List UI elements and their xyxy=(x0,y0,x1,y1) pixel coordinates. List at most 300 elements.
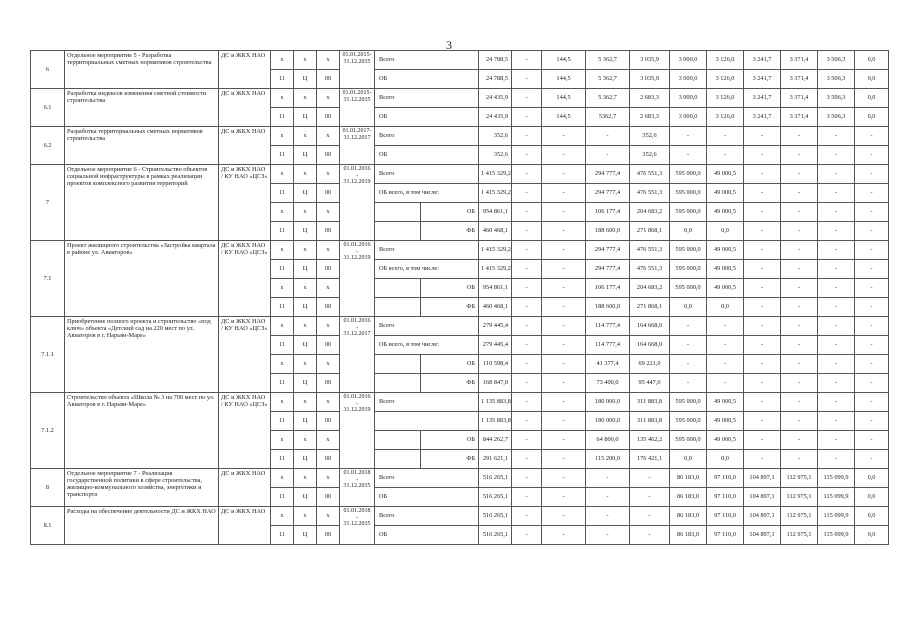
budget-code: 00 xyxy=(317,450,340,469)
amount-cell: - xyxy=(855,355,889,374)
source-blank xyxy=(375,431,421,450)
amount-cell: 294 777,4 xyxy=(586,165,630,184)
amount-cell: - xyxy=(542,298,586,317)
event-name: Отдельное мероприятие 7 - Реализация государственной политики в сфере строительства, жилищно-коммунального хозяйства, энергетики и транспорта xyxy=(65,469,219,507)
amount-cell: 188 600,0 xyxy=(586,222,630,241)
amount-cell: 144,5 xyxy=(542,51,586,70)
budget-code: 11 xyxy=(271,450,294,469)
amount-cell: 0,0 xyxy=(855,108,889,127)
amount-cell: 0,0 xyxy=(855,488,889,507)
event-name: Отдельное мероприятие 6 - Строительство объектов социальной инфраструктуры в рамках реализации проектов комплексного развития территорий xyxy=(65,165,219,241)
amount-cell: - xyxy=(781,355,818,374)
amount-cell: 112 975,1 xyxy=(781,488,818,507)
budget-code: 11 xyxy=(271,70,294,89)
amount-cell: - xyxy=(512,336,542,355)
budget-code: х xyxy=(271,241,294,260)
amount-cell: 3 126,0 xyxy=(707,108,744,127)
event-name: Проект жилищного строительства «Застройка квартала в районе ул. Авиаторов» xyxy=(65,241,219,317)
amount-cell: 2 683,3 xyxy=(630,108,670,127)
budget-code: 00 xyxy=(317,412,340,431)
amount-cell: 115 200,0 xyxy=(586,450,630,469)
amount-cell: - xyxy=(512,412,542,431)
amount-cell: 595 000,0 xyxy=(670,184,707,203)
amount-cell: - xyxy=(744,241,781,260)
amount-cell: - xyxy=(542,279,586,298)
budget-code: х xyxy=(317,393,340,412)
amount-cell: - xyxy=(670,374,707,393)
amount-cell: - xyxy=(744,127,781,146)
amount-cell: - xyxy=(542,260,586,279)
amount-cell: - xyxy=(542,412,586,431)
amount-cell: 476 551,3 xyxy=(630,241,670,260)
amount-cell: - xyxy=(818,298,855,317)
amount-cell: 595 000,0 xyxy=(670,393,707,412)
amount-cell: 595 000,0 xyxy=(670,241,707,260)
amount-cell: 279 445,4 xyxy=(479,336,512,355)
source-blank xyxy=(375,298,421,317)
amount-cell: 0,0 xyxy=(855,89,889,108)
amount-cell: 5 362,7 xyxy=(586,89,630,108)
funding-source: Всего xyxy=(375,165,479,184)
amount-cell: - xyxy=(855,203,889,222)
amount-cell: - xyxy=(818,184,855,203)
amount-cell: - xyxy=(670,146,707,165)
amount-cell: 0,0 xyxy=(855,51,889,70)
amount-cell: 1 415 329,2 xyxy=(479,260,512,279)
amount-cell: 110 598,4 xyxy=(479,355,512,374)
executor: ДС и ЖКХ НАО xyxy=(219,469,271,507)
amount-cell: - xyxy=(542,222,586,241)
amount-cell: 595 000,0 xyxy=(670,279,707,298)
amount-cell: 204 683,2 xyxy=(630,203,670,222)
amount-cell: 516 265,1 xyxy=(479,507,512,526)
amount-cell: - xyxy=(512,203,542,222)
amount-cell: - xyxy=(670,127,707,146)
budget-code: х xyxy=(317,507,340,526)
budget-code: 00 xyxy=(317,336,340,355)
budget-code: х xyxy=(271,51,294,70)
amount-cell: - xyxy=(818,431,855,450)
amount-cell: - xyxy=(542,336,586,355)
amount-cell: 0,0 xyxy=(670,222,707,241)
period: 01.01.2016 - 31.12.2019 xyxy=(340,165,375,241)
budget-code: 11 xyxy=(271,298,294,317)
budget-code: х xyxy=(294,279,317,298)
funding-source: Всего xyxy=(375,51,479,70)
budget-code: х xyxy=(294,51,317,70)
amount-cell: 3 241,7 xyxy=(744,70,781,89)
budget-code: х xyxy=(294,317,317,336)
budget-code: х xyxy=(294,469,317,488)
amount-cell: - xyxy=(512,355,542,374)
amount-cell: 73 400,0 xyxy=(586,374,630,393)
budget-code: Ц xyxy=(294,260,317,279)
row-number: 8.1 xyxy=(31,507,65,545)
amount-cell: - xyxy=(818,355,855,374)
budget-code: 11 xyxy=(271,336,294,355)
executor: ДС и ЖКХ НАО xyxy=(219,507,271,545)
amount-cell: - xyxy=(670,355,707,374)
amount-cell: 86 183,0 xyxy=(670,526,707,545)
budget-code: х xyxy=(271,89,294,108)
amount-cell: - xyxy=(586,488,630,507)
amount-cell: 24 788,5 xyxy=(479,51,512,70)
amount-cell: - xyxy=(781,279,818,298)
amount-cell: 3 371,4 xyxy=(781,70,818,89)
event-name: Отдельное мероприятие 5 - Разработка территориальных сметных нормативов строительства xyxy=(65,51,219,89)
amount-cell: 3 126,0 xyxy=(707,51,744,70)
amount-cell: - xyxy=(818,317,855,336)
amount-cell: 3 241,7 xyxy=(744,89,781,108)
amount-cell: - xyxy=(744,146,781,165)
amount-cell: - xyxy=(781,241,818,260)
table-row xyxy=(31,127,889,146)
period: 01.01.2018 - 31.12.2035 xyxy=(340,507,375,545)
amount-cell: 5 362,7 xyxy=(586,70,630,89)
amount-cell: - xyxy=(542,127,586,146)
budget-code: х xyxy=(317,165,340,184)
amount-cell: 24 788,5 xyxy=(479,70,512,89)
row-number: 6.2 xyxy=(31,127,65,165)
amount-cell: 311 883,8 xyxy=(630,412,670,431)
budget-code: Ц xyxy=(294,488,317,507)
amount-cell: - xyxy=(855,317,889,336)
funding-source: ОБ всего, в том числе: xyxy=(375,336,479,355)
source-blank xyxy=(375,279,421,298)
amount-cell: - xyxy=(855,431,889,450)
budget-code: Ц xyxy=(294,222,317,241)
amount-cell: - xyxy=(744,431,781,450)
budget-code: 11 xyxy=(271,488,294,507)
budget-code: х xyxy=(294,507,317,526)
budget-code: 00 xyxy=(317,70,340,89)
amount-cell: - xyxy=(781,450,818,469)
amount-cell: - xyxy=(512,507,542,526)
amount-cell: - xyxy=(855,374,889,393)
amount-cell: 3 000,0 xyxy=(670,89,707,108)
amount-cell: - xyxy=(542,184,586,203)
budget-code: 00 xyxy=(317,526,340,545)
amount-cell: 1 415 329,2 xyxy=(479,165,512,184)
amount-cell: 112 975,1 xyxy=(781,526,818,545)
amount-cell: 0,0 xyxy=(670,298,707,317)
amount-cell: - xyxy=(781,393,818,412)
amount-cell: - xyxy=(744,203,781,222)
amount-cell: 49 000,5 xyxy=(707,431,744,450)
amount-cell: 69 221,0 xyxy=(630,355,670,374)
amount-cell: 24 435,9 xyxy=(479,108,512,127)
budget-code: 11 xyxy=(271,412,294,431)
amount-cell: - xyxy=(512,184,542,203)
amount-cell: 3 000,0 xyxy=(670,108,707,127)
budget-code: Ц xyxy=(294,146,317,165)
executor: ДС и ЖКХ НАО / КУ НАО «ЦСЗ» xyxy=(219,165,271,241)
budget-code: 11 xyxy=(271,108,294,127)
funding-source: ОБ xyxy=(421,431,479,450)
amount-cell: 86 183,0 xyxy=(670,469,707,488)
amount-cell: - xyxy=(781,203,818,222)
amount-cell: 97 110,0 xyxy=(707,488,744,507)
amount-cell: - xyxy=(744,393,781,412)
budget-code: 00 xyxy=(317,298,340,317)
page-number: 3 xyxy=(446,38,452,52)
funding-source: ФБ xyxy=(421,222,479,241)
amount-cell: 86 183,0 xyxy=(670,488,707,507)
budget-code: х xyxy=(317,127,340,146)
amount-cell: 97 110,0 xyxy=(707,469,744,488)
budget-code: х xyxy=(271,507,294,526)
amount-cell: - xyxy=(855,127,889,146)
amount-cell: 476 551,3 xyxy=(630,184,670,203)
period: 01.01.2016 - 31.12.2019 xyxy=(340,241,375,317)
amount-cell: - xyxy=(855,412,889,431)
budget-code: 00 xyxy=(317,222,340,241)
row-number: 8 xyxy=(31,469,65,507)
event-name: Разработка индексов изменения сметной стоимости строительства xyxy=(65,89,219,127)
budget-code: х xyxy=(271,317,294,336)
amount-cell: - xyxy=(542,317,586,336)
amount-cell: 3 371,4 xyxy=(781,89,818,108)
amount-cell: 1 415 329,2 xyxy=(479,184,512,203)
amount-cell: 95 447,0 xyxy=(630,374,670,393)
amount-cell: 516 265,1 xyxy=(479,488,512,507)
source-blank xyxy=(375,355,421,374)
amount-cell: - xyxy=(781,298,818,317)
amount-cell: - xyxy=(586,469,630,488)
funding-source: ОБ всего, в том числе: xyxy=(375,260,479,279)
amount-cell: - xyxy=(542,431,586,450)
amount-cell: 0,0 xyxy=(707,298,744,317)
amount-cell: - xyxy=(744,317,781,336)
table-row xyxy=(31,165,889,184)
funding-source: ОБ xyxy=(421,355,479,374)
amount-cell: - xyxy=(512,108,542,127)
amount-cell: - xyxy=(512,222,542,241)
source-blank xyxy=(375,450,421,469)
amount-cell: - xyxy=(855,165,889,184)
amount-cell: 49 000,5 xyxy=(707,241,744,260)
funding-source: ФБ xyxy=(421,450,479,469)
amount-cell: 516 265,1 xyxy=(479,469,512,488)
amount-cell: 112 975,1 xyxy=(781,469,818,488)
budget-code: х xyxy=(317,51,340,70)
amount-cell: 86 183,0 xyxy=(670,507,707,526)
amount-cell: 144,5 xyxy=(542,108,586,127)
amount-cell: 168 847,0 xyxy=(479,374,512,393)
amount-cell: - xyxy=(744,374,781,393)
amount-cell: 104 897,1 xyxy=(744,507,781,526)
amount-cell: - xyxy=(630,526,670,545)
amount-cell: - xyxy=(512,89,542,108)
amount-cell: - xyxy=(781,222,818,241)
amount-cell: 5 362,7 xyxy=(586,51,630,70)
table-row xyxy=(31,51,889,70)
event-name: Расходы на обеспечение деятельности ДС и ЖКХ НАО xyxy=(65,507,219,545)
amount-cell: 204 683,2 xyxy=(630,279,670,298)
amount-cell: 24 435,9 xyxy=(479,89,512,108)
amount-cell: 291 621,1 xyxy=(479,450,512,469)
budget-code: Ц xyxy=(294,412,317,431)
budget-code: х xyxy=(294,393,317,412)
amount-cell: - xyxy=(512,146,542,165)
budget-code: х xyxy=(317,355,340,374)
amount-cell: 3 241,7 xyxy=(744,108,781,127)
amount-cell: - xyxy=(512,51,542,70)
funding-source: ОБ xyxy=(421,203,479,222)
amount-cell: 112 975,1 xyxy=(781,507,818,526)
amount-cell: 0,0 xyxy=(707,222,744,241)
amount-cell: - xyxy=(818,203,855,222)
amount-cell: - xyxy=(855,279,889,298)
table-row xyxy=(31,507,889,526)
source-blank xyxy=(375,203,421,222)
budget-code: Ц xyxy=(294,336,317,355)
amount-cell: 954 861,1 xyxy=(479,279,512,298)
amount-cell: 114 777,4 xyxy=(586,317,630,336)
amount-cell: - xyxy=(818,412,855,431)
amount-cell: 3 506,3 xyxy=(818,51,855,70)
budget-code: Ц xyxy=(294,108,317,127)
amount-cell: - xyxy=(818,127,855,146)
amount-cell: 595 000,0 xyxy=(670,412,707,431)
row-number: 7 xyxy=(31,165,65,241)
amount-cell: 3 506,3 xyxy=(818,108,855,127)
amount-cell: - xyxy=(855,222,889,241)
period: 01.01.2015-31.12.2035 xyxy=(340,89,375,127)
amount-cell: 294 777,4 xyxy=(586,241,630,260)
amount-cell: - xyxy=(818,146,855,165)
amount-cell: - xyxy=(855,298,889,317)
amount-cell: - xyxy=(512,374,542,393)
program-financing-table xyxy=(30,50,889,545)
source-blank xyxy=(375,374,421,393)
amount-cell: - xyxy=(818,279,855,298)
amount-cell: - xyxy=(744,298,781,317)
amount-cell: - xyxy=(542,203,586,222)
amount-cell: - xyxy=(781,374,818,393)
budget-code: х xyxy=(294,165,317,184)
budget-code: 11 xyxy=(271,146,294,165)
amount-cell: 104 897,1 xyxy=(744,526,781,545)
amount-cell: - xyxy=(542,355,586,374)
amount-cell: 0,0 xyxy=(855,507,889,526)
budget-code: Ц xyxy=(294,450,317,469)
amount-cell: 115 099,9 xyxy=(818,526,855,545)
budget-code: х xyxy=(317,279,340,298)
amount-cell: - xyxy=(855,146,889,165)
event-name: Приобретение полного проекта и строительство «под ключ» объекта «Детский сад на 220 мест по ул. Авиаторов в г. Нарьян-Маре» xyxy=(65,317,219,393)
budget-code: х xyxy=(294,431,317,450)
amount-cell: - xyxy=(512,526,542,545)
amount-cell: - xyxy=(670,317,707,336)
budget-code: Ц xyxy=(294,526,317,545)
amount-cell: 41 377,4 xyxy=(586,355,630,374)
amount-cell: - xyxy=(818,165,855,184)
amount-cell: 460 468,1 xyxy=(479,222,512,241)
budget-code: Ц xyxy=(294,184,317,203)
amount-cell: 144,5 xyxy=(542,89,586,108)
table-row xyxy=(31,469,889,488)
amount-cell: - xyxy=(512,241,542,260)
row-number: 6 xyxy=(31,51,65,89)
budget-code: 00 xyxy=(317,146,340,165)
budget-code: 00 xyxy=(317,374,340,393)
amount-cell: - xyxy=(512,127,542,146)
budget-code: х xyxy=(317,203,340,222)
amount-cell: 180 000,0 xyxy=(586,393,630,412)
amount-cell: 49 000,5 xyxy=(707,393,744,412)
amount-cell: - xyxy=(542,146,586,165)
amount-cell: 3 371,4 xyxy=(781,108,818,127)
amount-cell: - xyxy=(781,412,818,431)
amount-cell: 279 445,4 xyxy=(479,317,512,336)
amount-cell: 104 897,1 xyxy=(744,488,781,507)
amount-cell: 311 883,8 xyxy=(630,393,670,412)
source-blank xyxy=(375,222,421,241)
funding-source xyxy=(375,412,479,431)
budget-code: 00 xyxy=(317,108,340,127)
budget-code: 00 xyxy=(317,488,340,507)
budget-code: 11 xyxy=(271,222,294,241)
amount-cell: 49 000,5 xyxy=(707,165,744,184)
budget-code: 11 xyxy=(271,184,294,203)
amount-cell: - xyxy=(542,393,586,412)
amount-cell: - xyxy=(512,260,542,279)
amount-cell: - xyxy=(512,469,542,488)
budget-code: х xyxy=(294,241,317,260)
amount-cell: - xyxy=(586,507,630,526)
amount-cell: - xyxy=(707,127,744,146)
amount-cell: 352,6 xyxy=(630,127,670,146)
funding-source: Всего xyxy=(375,127,479,146)
amount-cell: - xyxy=(707,317,744,336)
funding-source: ОБ всего, в том числе: xyxy=(375,184,479,203)
amount-cell: - xyxy=(855,241,889,260)
amount-cell: 176 421,1 xyxy=(630,450,670,469)
amount-cell: 595 000,0 xyxy=(670,260,707,279)
executor: ДС и ЖКХ НАО / КУ НАО «ЦСЗ» xyxy=(219,393,271,469)
amount-cell: - xyxy=(744,165,781,184)
amount-cell: 0,0 xyxy=(855,526,889,545)
budget-code: х xyxy=(271,165,294,184)
amount-cell: 0,0 xyxy=(707,450,744,469)
amount-cell: - xyxy=(744,412,781,431)
amount-cell: 115 099,9 xyxy=(818,507,855,526)
amount-cell: - xyxy=(744,260,781,279)
amount-cell: 97 110,0 xyxy=(707,526,744,545)
amount-cell: 271 868,1 xyxy=(630,298,670,317)
amount-cell: - xyxy=(542,526,586,545)
funding-source: Всего xyxy=(375,89,479,108)
amount-cell: - xyxy=(512,393,542,412)
amount-cell: - xyxy=(512,279,542,298)
amount-cell: 3 000,0 xyxy=(670,51,707,70)
executor: ДС и ЖКХ НАО xyxy=(219,51,271,89)
amount-cell: - xyxy=(781,260,818,279)
amount-cell: - xyxy=(781,146,818,165)
amount-cell: 49 000,5 xyxy=(707,412,744,431)
amount-cell: - xyxy=(818,241,855,260)
budget-code: х xyxy=(317,89,340,108)
amount-cell: 595 000,0 xyxy=(670,431,707,450)
amount-cell: - xyxy=(744,184,781,203)
budget-code: х xyxy=(317,431,340,450)
amount-cell: 3 035,9 xyxy=(630,51,670,70)
amount-cell: 2 683,3 xyxy=(630,89,670,108)
amount-cell: - xyxy=(586,526,630,545)
budget-code: х xyxy=(271,279,294,298)
amount-cell: 294 777,4 xyxy=(586,184,630,203)
